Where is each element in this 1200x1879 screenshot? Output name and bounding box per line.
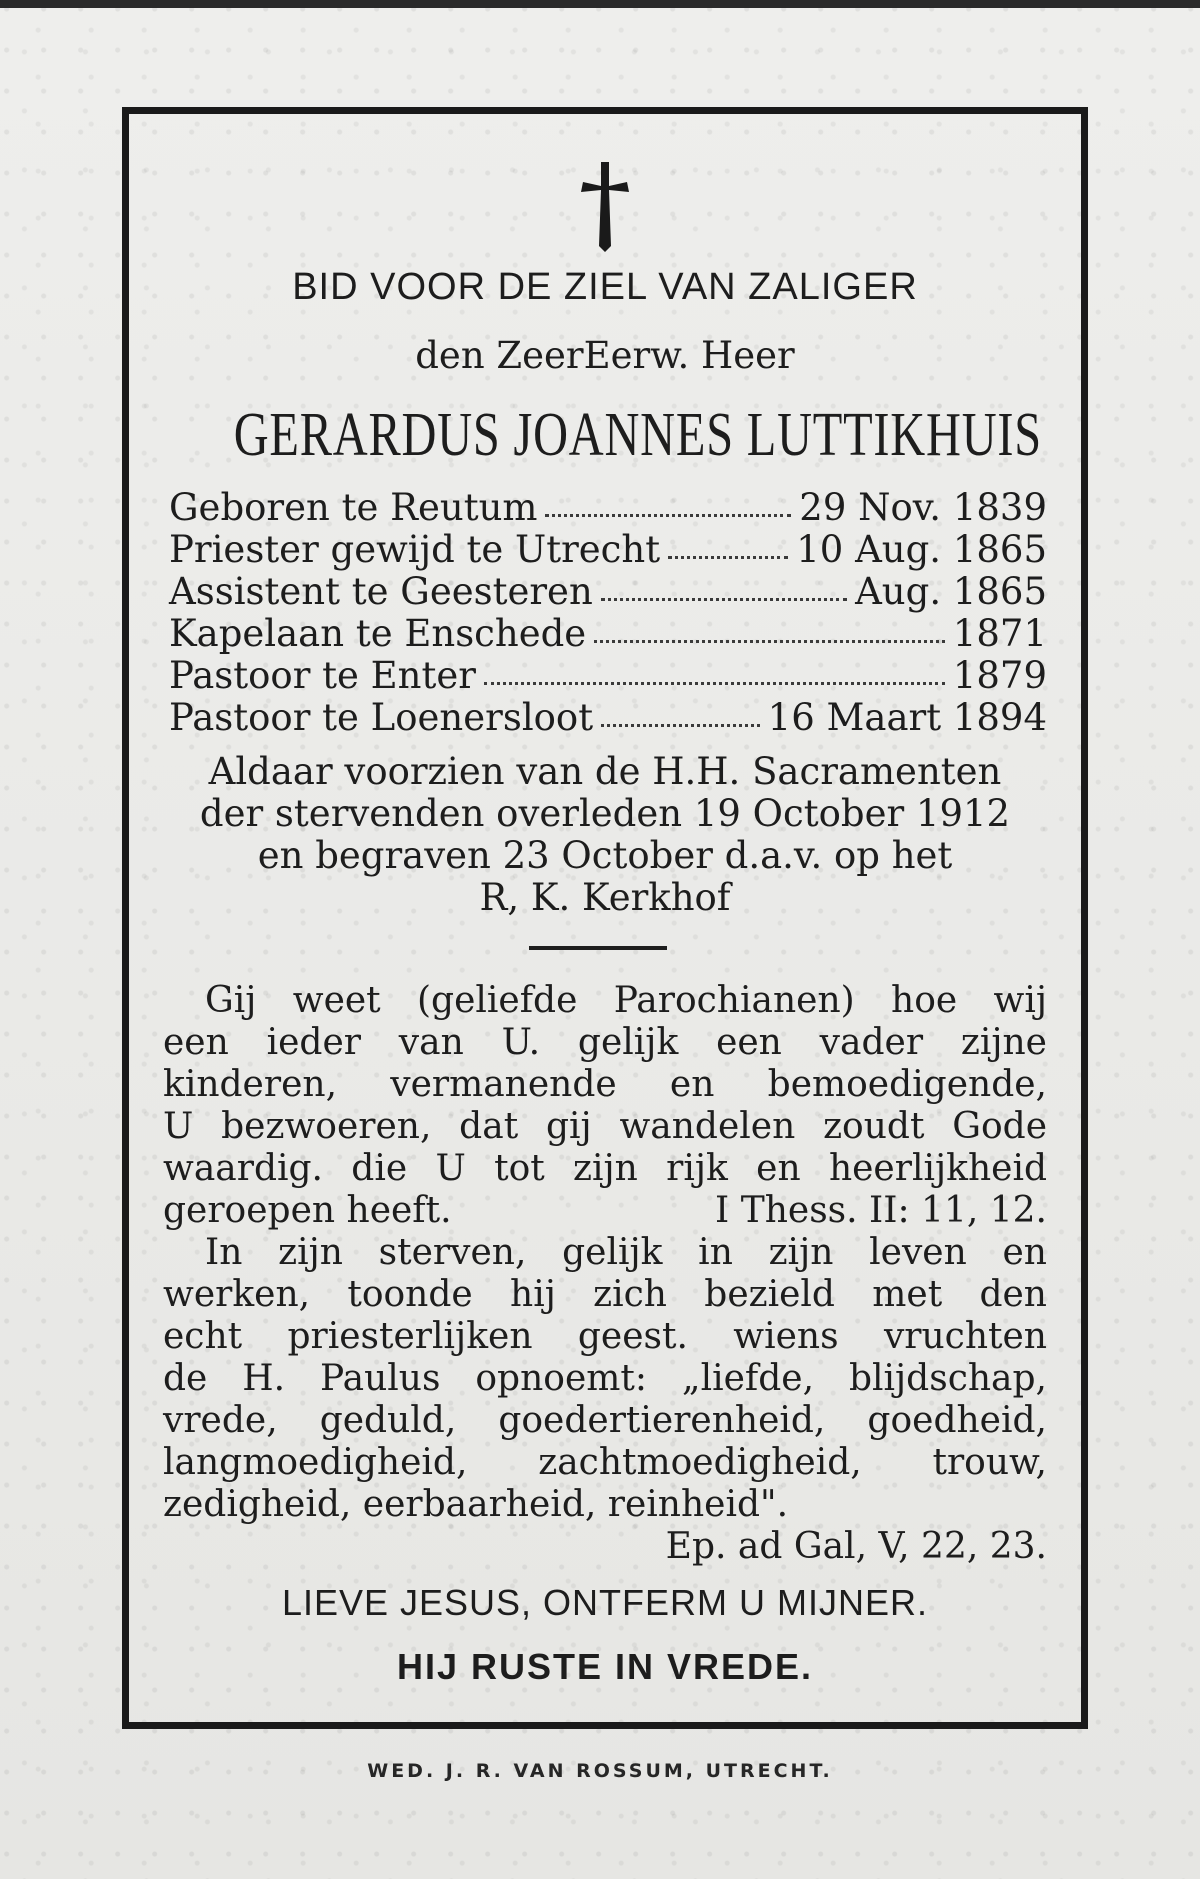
leader-dots (668, 556, 788, 559)
text-line: de H. Paulus opnoemt: „liefde, blijdschap, (163, 1358, 1047, 1399)
career-row (169, 654, 1047, 696)
cross-icon (575, 162, 635, 252)
deceased-name: GERARDUS JOANNES LUTTIKHUIS (233, 401, 1042, 469)
quote-line (163, 1190, 1047, 1232)
scripture-reference: Ep. ad Gal, V, 22, 23. (665, 1526, 1047, 1567)
career-date: Aug. 1865 (855, 570, 1047, 613)
career-date: 29 Nov. 1839 (799, 486, 1047, 529)
text-line: U bezwoeren, dat gij wandelen zoudt Gode (163, 1106, 1047, 1147)
text-line: echt priesterlijken geest. wiens vruchten (163, 1316, 1047, 1357)
prayer-line: LIEVE JESUS, ONTFERM U MIJNER. (281, 1582, 929, 1623)
card-header: BID VOOR DE ZIEL VAN ZALIGER (292, 266, 918, 308)
text-line: werken, toonde hij zich bezield met den (163, 1274, 1047, 1315)
career-row (169, 696, 1047, 738)
career-row (169, 486, 1047, 528)
rest-in-peace: HIJ RUSTE IN VREDE. (396, 1646, 814, 1687)
text-line: geroepen heeft. (163, 1190, 452, 1231)
card-content (129, 114, 1081, 1722)
text-line: Gij weet (geliefde Parochianen) hoe wij (205, 980, 1047, 1021)
career-label: Priester gewijd te Utrecht (169, 528, 661, 571)
text-line: een ieder van U. gelijk een vader zijne (163, 1022, 1047, 1063)
career-list (169, 486, 1047, 738)
death-line: R, K. Kerkhof (479, 876, 731, 919)
death-line: der stervenden overleden 19 October 1912 (199, 792, 1011, 835)
career-label: Geboren te Reutum (169, 486, 538, 529)
career-date: 1871 (952, 612, 1047, 655)
leader-dots (601, 598, 847, 601)
scripture-reference: I Thess. II: 11, 12. (715, 1190, 1047, 1231)
death-line: Aldaar voorzien van de H.H. Sacramenten (208, 750, 1002, 793)
career-date: 1879 (952, 654, 1047, 697)
printer-imprint: WED. J. R. VAN ROSSUM, UTRECHT. (367, 1760, 833, 1782)
top-edge (0, 0, 1200, 8)
text-line: kinderen, vermanende en bemoedigende, (163, 1064, 1047, 1105)
card-subheader: den ZeerEerw. Heer (415, 334, 795, 377)
career-label: Pastoor te Enter (169, 654, 476, 697)
career-date: 10 Aug. 1865 (796, 528, 1047, 571)
career-date: 16 Maart 1894 (767, 696, 1047, 739)
text-line: In zijn sterven, gelijk in zijn leven en (205, 1232, 1047, 1273)
career-row (169, 528, 1047, 570)
leader-dots (594, 640, 945, 643)
career-row (169, 570, 1047, 612)
career-label: Assistent te Geesteren (169, 570, 593, 613)
leader-dots (484, 682, 945, 685)
divider-rule (529, 946, 667, 950)
text-line: waardig. die U tot zijn rijk en heerlijkheid (163, 1148, 1047, 1189)
text-line: vrede, geduld, goedertierenheid, goedheid, (163, 1400, 1047, 1441)
leader-dots (601, 724, 760, 727)
career-label: Pastoor te Loenersloot (169, 696, 594, 739)
career-label: Kapelaan te Enschede (169, 612, 587, 655)
scripture-text (163, 980, 1047, 1568)
text-line: langmoedigheid, zachtmoedigheid, trouw, (163, 1442, 1047, 1483)
death-line: en begraven 23 October d.a.v. op het (257, 834, 953, 877)
leader-dots (545, 514, 791, 517)
career-row (169, 612, 1047, 654)
text-line: zedigheid, eerbaarheid, reinheid". (163, 1484, 789, 1525)
card-frame (122, 107, 1088, 1729)
